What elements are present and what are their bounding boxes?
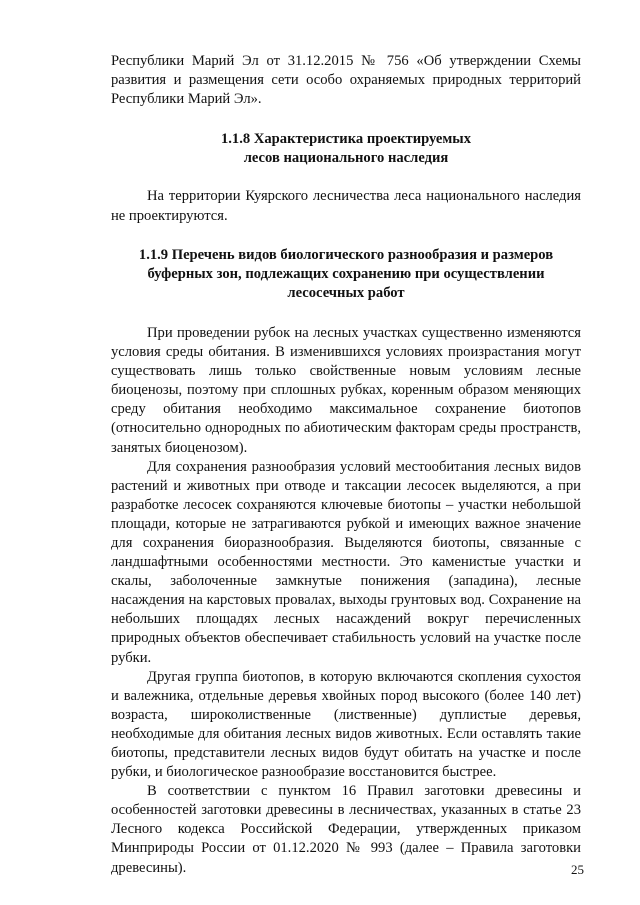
intro-paragraph: Республики Марий Эл от 31.12.2015 № 756 «Об утверждении Схемы развития и размещения сети особо охраняемых природных территорий Республики Марий Эл».: [111, 53, 581, 108]
body-paragraph: Другая группа биотопов, в которую включаются скопления сухостоя и валежника, отдельные деревья хвойных пород высокого (более 140 лет) возраста, широколиственные (лиственные) дуплистые деревья, необходимые для обитания лесных видов животных. Если оставлять такие биотопы, представители лесных видов будут обитать на участке и после рубки, и биологическое разнообразие восстановится быстрее.: [111, 668, 581, 781]
document-page: [111, 52, 581, 878]
heading-line: лесосечных работ: [287, 284, 405, 301]
body-paragraph: Для сохранения разнообразия условий местообитания лесных видов растений и животных при отводе и таксации лесосек выделяются, а при разработке лесосек сохраняются ключевые биотопы – участки небольшой площади, которые не затрагиваются рубкой и имеющих важное значение для сохранения биоразнообразия. Выделяются биотопы, связанные с ландшафтными особенностями местности. Это каменистые участки и скалы, заболоченные замкнутые понижения (западина), лесные насаждения на карстовых провалах, выходы грунтовых вод. Сохранение на небольших площадях лесных насаждений вокруг перечисленных природных объектов обеспечивает стабильность условий на участке после рубки.: [111, 458, 581, 666]
body-paragraph: При проведении рубок на лесных участках существенно изменяются условия среды обитания. В изменившихся условиях произрастания могут существовать лишь только свойственные новым условиям лесные биоценозы, поэтому при сплошных рубках, коренным образом меняющих среду обитания необходимо максимальное сохранение биотопов (относительно однородных по абиотическим факторам среды пространств, занятых биоценозом).: [111, 324, 581, 456]
heading-line: лесов национального наследия: [243, 150, 449, 167]
heading-line: буферных зон, подлежащих сохранению при осуществлении: [147, 265, 545, 282]
heading-line: 1.1.9 Перечень видов биологического разнообразия и размеров: [138, 246, 554, 263]
section-1-1-8-text: На территории Куярского лесничества леса национального наследия не проектируются.: [111, 188, 581, 224]
page-number: 25: [571, 862, 584, 877]
heading-line: 1.1.8 Характеристика проектируемых: [220, 131, 472, 148]
section-1-1-8-heading: [111, 130, 581, 168]
section-1-1-9-heading: [111, 246, 581, 303]
body-paragraph: В соответствии с пунктом 16 Правил заготовки древесины и особенностей заготовки древесины в лесничествах, указанных в статье 23 Лесного кодекса Российской Федерации, утвержденных приказом Минприроды России от 01.12.2020 № 993 (далее – Правила заготовки древесины).: [111, 783, 581, 876]
